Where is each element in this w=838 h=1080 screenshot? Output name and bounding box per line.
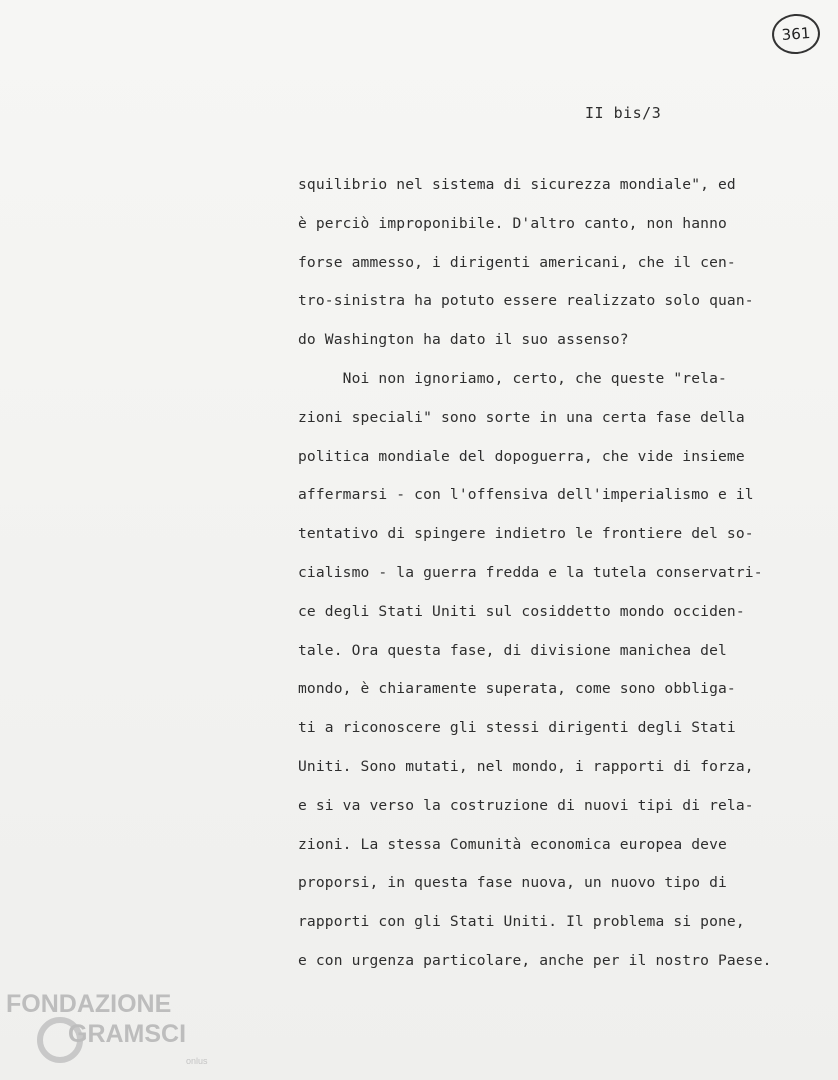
- page-number-stamp: [771, 12, 822, 55]
- text-line: proporsi, in questa fase nuova, un nuovo tipo di: [298, 874, 727, 892]
- text-line: tentativo di spingere indietro le frontiere del so-: [298, 525, 754, 543]
- text-line: tale. Ora questa fase, di divisione manichea del: [298, 641, 727, 659]
- text-line: squilibrio nel sistema di sicurezza mondiale", ed: [298, 176, 736, 193]
- text-line: ti a riconoscere gli stessi dirigenti degli Stati: [298, 719, 736, 737]
- typewritten-body: [298, 166, 828, 981]
- text-line: Uniti. Sono mutati, nel mondo, i rapporti di forza,: [298, 757, 754, 775]
- logo-line2: GRAMSCI: [68, 1020, 187, 1048]
- text-line: zioni. La stessa Comunità economica europea deve: [298, 835, 727, 853]
- text-line: Noi non ignoriamo, certo, che queste "rela-: [298, 369, 727, 387]
- text-line: è perciò improponibile. D'altro canto, non hanno: [298, 214, 727, 232]
- text-line: mondo, è chiaramente superata, come sono obbliga-: [298, 680, 736, 698]
- text-line: forse ammesso, i dirigenti americani, che il cen-: [298, 253, 736, 271]
- text-line: do Washington ha dato il suo assenso?: [298, 331, 629, 349]
- text-line: politica mondiale del dopoguerra, che vide insieme: [298, 447, 745, 465]
- text-line: ce degli Stati Uniti sul cosiddetto mondo occiden-: [298, 602, 745, 620]
- text-line: tro-sinistra ha potuto essere realizzato solo quan-: [298, 292, 754, 310]
- text-line: e con urgenza particolare, anche per il nostro Paese.: [298, 951, 772, 969]
- text-line: rapporti con gli Stati Uniti. Il problema si pone,: [298, 913, 745, 931]
- logo-line3: onlus: [186, 1056, 208, 1066]
- logo-line1: FONDAZIONE: [6, 990, 172, 1018]
- text-line: cialismo - la guerra fredda e la tutela conservatri-: [298, 563, 763, 581]
- page-number: 361: [781, 24, 811, 44]
- text-line: zioni speciali" sono sorte in una certa fase della: [298, 408, 745, 426]
- fondazione-gramsci-logo: [4, 990, 234, 1076]
- page-header: II bis/3: [585, 104, 662, 122]
- text-line: e si va verso la costruzione di nuovi tipi di rela-: [298, 796, 754, 814]
- text-line: affermarsi - con l'offensiva dell'imperialismo e il: [298, 486, 754, 504]
